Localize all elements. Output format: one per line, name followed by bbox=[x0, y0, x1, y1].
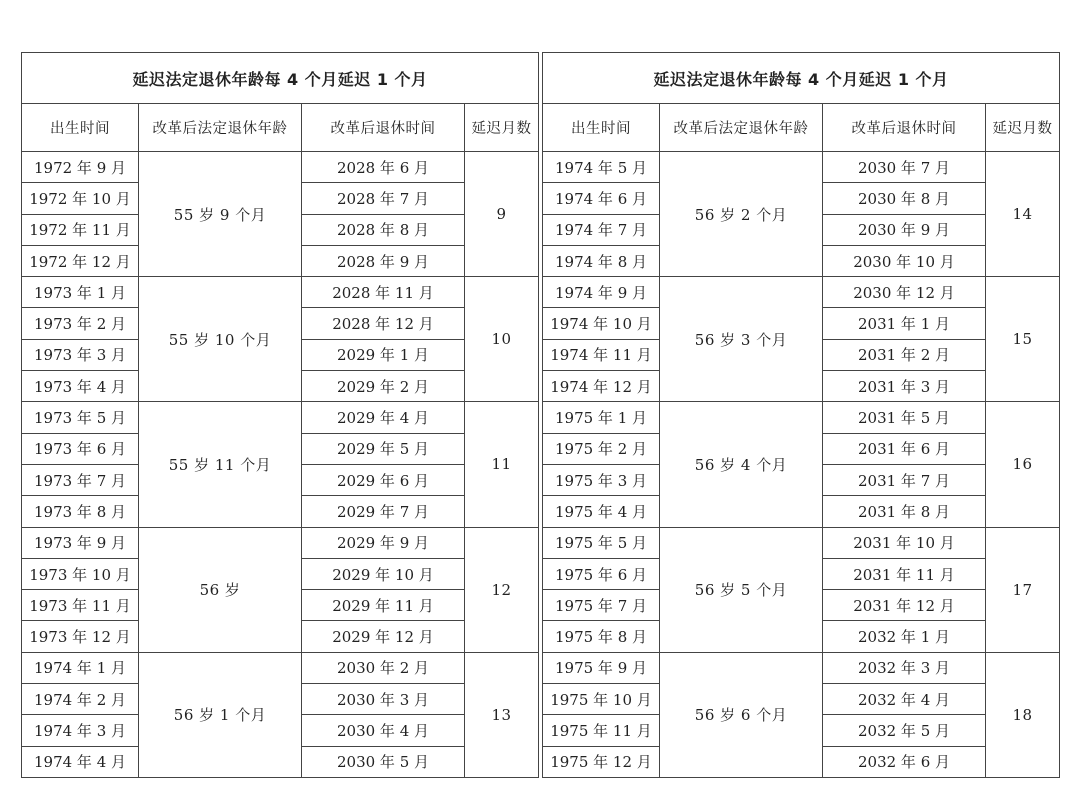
table-title: 延迟法定退休年龄每 4 个月延迟 1 个月 bbox=[22, 53, 539, 104]
retirement-time-cell: 2028 年 7 月 bbox=[302, 183, 465, 214]
birth-date-cell: 1975 年 4 月 bbox=[543, 496, 660, 527]
table-row bbox=[543, 652, 1060, 683]
retirement-time-cell: 2029 年 4 月 bbox=[302, 402, 465, 433]
birth-date-cell: 1974 年 12 月 bbox=[543, 371, 660, 402]
retirement-time-cell: 2030 年 12 月 bbox=[823, 277, 986, 308]
birth-date-cell: 1974 年 10 月 bbox=[543, 308, 660, 339]
retirement-time-cell: 2032 年 4 月 bbox=[823, 684, 986, 715]
birth-date-cell: 1972 年 9 月 bbox=[22, 152, 139, 183]
retirement-time-cell: 2031 年 8 月 bbox=[823, 496, 986, 527]
retirement-age-cell: 56 岁 1 个月 bbox=[139, 652, 302, 777]
birth-date-cell: 1974 年 1 月 bbox=[22, 652, 139, 683]
birth-date-cell: 1974 年 2 月 bbox=[22, 684, 139, 715]
col-header-birth: 出生时间 bbox=[22, 104, 139, 152]
retirement-time-cell: 2032 年 6 月 bbox=[823, 746, 986, 777]
retirement-time-cell: 2031 年 5 月 bbox=[823, 402, 986, 433]
retirement-time-cell: 2029 年 7 月 bbox=[302, 496, 465, 527]
retirement-time-cell: 2031 年 10 月 bbox=[823, 527, 986, 558]
birth-date-cell: 1972 年 10 月 bbox=[22, 183, 139, 214]
birth-date-cell: 1974 年 11 月 bbox=[543, 339, 660, 370]
birth-date-cell: 1972 年 11 月 bbox=[22, 214, 139, 245]
table-body bbox=[22, 152, 539, 778]
delay-months-cell: 11 bbox=[465, 402, 539, 527]
retirement-age-cell: 55 岁 9 个月 bbox=[139, 152, 302, 277]
birth-date-cell: 1973 年 3 月 bbox=[22, 339, 139, 370]
retirement-time-cell: 2032 年 3 月 bbox=[823, 652, 986, 683]
birth-date-cell: 1975 年 12 月 bbox=[543, 746, 660, 777]
birth-date-cell: 1973 年 8 月 bbox=[22, 496, 139, 527]
retirement-time-cell: 2029 年 6 月 bbox=[302, 464, 465, 495]
retirement-time-cell: 2029 年 12 月 bbox=[302, 621, 465, 652]
delay-months-cell: 9 bbox=[465, 152, 539, 277]
birth-date-cell: 1974 年 3 月 bbox=[22, 715, 139, 746]
retirement-time-cell: 2031 年 1 月 bbox=[823, 308, 986, 339]
retirement-time-cell: 2028 年 8 月 bbox=[302, 214, 465, 245]
birth-date-cell: 1973 年 2 月 bbox=[22, 308, 139, 339]
birth-date-cell: 1973 年 11 月 bbox=[22, 590, 139, 621]
retirement-time-cell: 2028 年 11 月 bbox=[302, 277, 465, 308]
delay-months-cell: 10 bbox=[465, 277, 539, 402]
col-header-age: 改革后法定退休年龄 bbox=[660, 104, 823, 152]
retirement-time-cell: 2029 年 10 月 bbox=[302, 558, 465, 589]
birth-date-cell: 1974 年 9 月 bbox=[543, 277, 660, 308]
table-row bbox=[22, 527, 539, 558]
birth-date-cell: 1975 年 8 月 bbox=[543, 621, 660, 652]
birth-date-cell: 1974 年 4 月 bbox=[22, 746, 139, 777]
retirement-time-cell: 2031 年 3 月 bbox=[823, 371, 986, 402]
retirement-time-cell: 2028 年 6 月 bbox=[302, 152, 465, 183]
birth-date-cell: 1975 年 6 月 bbox=[543, 558, 660, 589]
retirement-time-cell: 2029 年 11 月 bbox=[302, 590, 465, 621]
col-header-age: 改革后法定退休年龄 bbox=[139, 104, 302, 152]
retirement-table-left bbox=[21, 52, 538, 778]
col-header-delay: 延迟月数 bbox=[986, 104, 1060, 152]
retirement-time-cell: 2029 年 1 月 bbox=[302, 339, 465, 370]
birth-date-cell: 1973 年 1 月 bbox=[22, 277, 139, 308]
retirement-age-cell: 56 岁 2 个月 bbox=[660, 152, 823, 277]
retirement-age-cell: 56 岁 5 个月 bbox=[660, 527, 823, 652]
retirement-time-cell: 2029 年 2 月 bbox=[302, 371, 465, 402]
birth-date-cell: 1974 年 8 月 bbox=[543, 245, 660, 276]
birth-date-cell: 1972 年 12 月 bbox=[22, 245, 139, 276]
birth-date-cell: 1973 年 10 月 bbox=[22, 558, 139, 589]
retirement-time-cell: 2031 年 11 月 bbox=[823, 558, 986, 589]
retirement-age-cell: 55 岁 11 个月 bbox=[139, 402, 302, 527]
delay-months-cell: 18 bbox=[986, 652, 1060, 777]
retirement-time-cell: 2032 年 5 月 bbox=[823, 715, 986, 746]
retirement-time-cell: 2030 年 8 月 bbox=[823, 183, 986, 214]
retirement-time-cell: 2030 年 5 月 bbox=[302, 746, 465, 777]
retirement-time-cell: 2031 年 7 月 bbox=[823, 464, 986, 495]
table-row bbox=[543, 152, 1060, 183]
birth-date-cell: 1973 年 7 月 bbox=[22, 464, 139, 495]
delay-months-cell: 17 bbox=[986, 527, 1060, 652]
table-row bbox=[22, 652, 539, 683]
birth-date-cell: 1975 年 11 月 bbox=[543, 715, 660, 746]
birth-date-cell: 1974 年 6 月 bbox=[543, 183, 660, 214]
delay-months-cell: 16 bbox=[986, 402, 1060, 527]
birth-date-cell: 1973 年 6 月 bbox=[22, 433, 139, 464]
retirement-time-cell: 2029 年 5 月 bbox=[302, 433, 465, 464]
retirement-time-cell: 2030 年 7 月 bbox=[823, 152, 986, 183]
retirement-time-cell: 2031 年 12 月 bbox=[823, 590, 986, 621]
col-header-retire-time: 改革后退休时间 bbox=[302, 104, 465, 152]
table-row bbox=[22, 152, 539, 183]
retirement-time-cell: 2030 年 2 月 bbox=[302, 652, 465, 683]
retirement-time-cell: 2030 年 9 月 bbox=[823, 214, 986, 245]
birth-date-cell: 1975 年 2 月 bbox=[543, 433, 660, 464]
birth-date-cell: 1975 年 3 月 bbox=[543, 464, 660, 495]
retirement-table-right bbox=[542, 52, 1059, 778]
table-title: 延迟法定退休年龄每 4 个月延迟 1 个月 bbox=[543, 53, 1060, 104]
retirement-age-cell: 55 岁 10 个月 bbox=[139, 277, 302, 402]
birth-date-cell: 1973 年 9 月 bbox=[22, 527, 139, 558]
table-row bbox=[22, 277, 539, 308]
table-row bbox=[22, 402, 539, 433]
delay-months-cell: 12 bbox=[465, 527, 539, 652]
retirement-time-cell: 2032 年 1 月 bbox=[823, 621, 986, 652]
retirement-age-cell: 56 岁 3 个月 bbox=[660, 277, 823, 402]
retirement-time-cell: 2029 年 9 月 bbox=[302, 527, 465, 558]
birth-date-cell: 1975 年 1 月 bbox=[543, 402, 660, 433]
table-body bbox=[543, 152, 1060, 778]
birth-date-cell: 1975 年 5 月 bbox=[543, 527, 660, 558]
birth-date-cell: 1974 年 5 月 bbox=[543, 152, 660, 183]
retirement-time-cell: 2028 年 9 月 bbox=[302, 245, 465, 276]
table-row bbox=[543, 402, 1060, 433]
retirement-time-cell: 2030 年 3 月 bbox=[302, 684, 465, 715]
retirement-time-cell: 2030 年 4 月 bbox=[302, 715, 465, 746]
retirement-time-cell: 2031 年 2 月 bbox=[823, 339, 986, 370]
retirement-time-cell: 2028 年 12 月 bbox=[302, 308, 465, 339]
birth-date-cell: 1974 年 7 月 bbox=[543, 214, 660, 245]
birth-date-cell: 1975 年 7 月 bbox=[543, 590, 660, 621]
col-header-birth: 出生时间 bbox=[543, 104, 660, 152]
retirement-table bbox=[21, 52, 539, 778]
birth-date-cell: 1975 年 9 月 bbox=[543, 652, 660, 683]
col-header-delay: 延迟月数 bbox=[465, 104, 539, 152]
birth-date-cell: 1973 年 4 月 bbox=[22, 371, 139, 402]
delay-months-cell: 15 bbox=[986, 277, 1060, 402]
retirement-age-cell: 56 岁 4 个月 bbox=[660, 402, 823, 527]
retirement-age-cell: 56 岁 6 个月 bbox=[660, 652, 823, 777]
retirement-age-cell: 56 岁 bbox=[139, 527, 302, 652]
birth-date-cell: 1975 年 10 月 bbox=[543, 684, 660, 715]
birth-date-cell: 1973 年 5 月 bbox=[22, 402, 139, 433]
col-header-retire-time: 改革后退休时间 bbox=[823, 104, 986, 152]
retirement-time-cell: 2030 年 10 月 bbox=[823, 245, 986, 276]
birth-date-cell: 1973 年 12 月 bbox=[22, 621, 139, 652]
delay-months-cell: 13 bbox=[465, 652, 539, 777]
retirement-time-cell: 2031 年 6 月 bbox=[823, 433, 986, 464]
delay-months-cell: 14 bbox=[986, 152, 1060, 277]
retirement-table bbox=[542, 52, 1060, 778]
table-row bbox=[543, 527, 1060, 558]
table-row bbox=[543, 277, 1060, 308]
